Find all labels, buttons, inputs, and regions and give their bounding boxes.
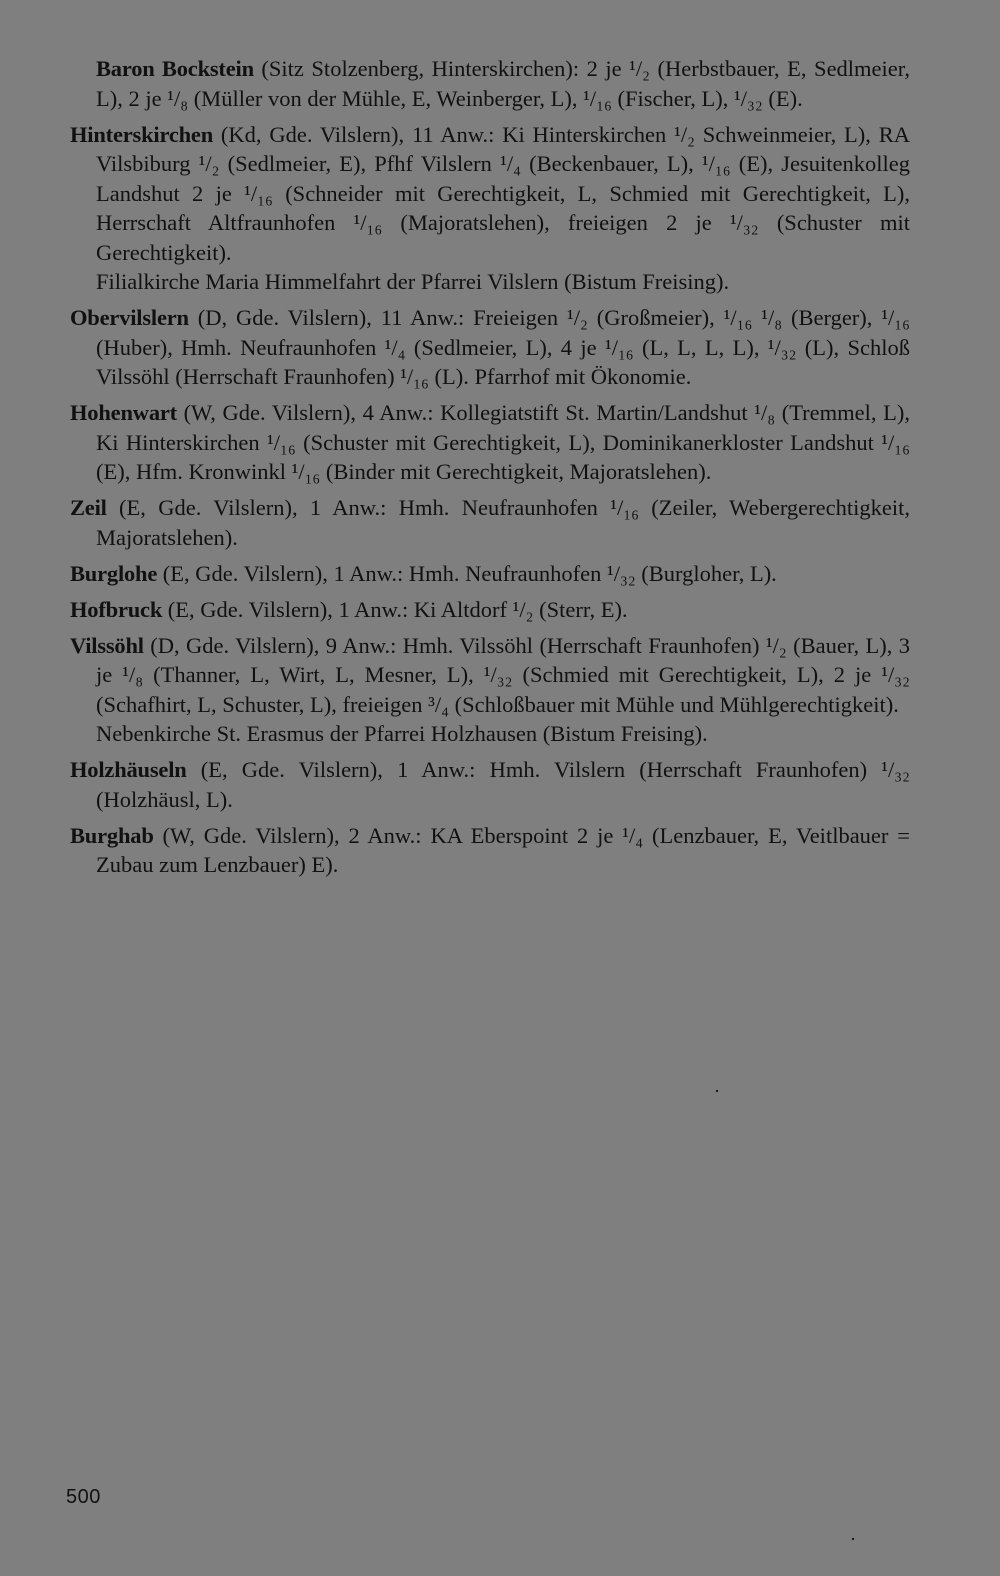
entry-hinterskirchen bbox=[70, 120, 910, 297]
entry-baron-bockstein bbox=[70, 54, 910, 113]
scan-speck bbox=[852, 1538, 854, 1540]
entry-text: (W, Gde. Vilslern), 2 Anw.: KA Eberspoint 2 je ¹/₄ (Lenzbauer, E, Veitlbauer = Zubau zum Lenzbauer) E). bbox=[96, 822, 910, 877]
entry-holzhaeuseln bbox=[70, 755, 910, 814]
entry-name: Burghab bbox=[70, 822, 154, 848]
gazetteer-entries bbox=[70, 54, 910, 886]
entry-name: Zeil bbox=[70, 495, 107, 520]
entry-obervilslern bbox=[70, 303, 910, 392]
entry-name: Burglohe bbox=[70, 560, 158, 586]
entry-text: (Kd, Gde. Vilslern), 11 Anw.: Ki Hinterskirchen ¹/₂ Schweinmeier, L), RA Vilsbiburg ¹/₂ (Sedlmeier, E), Pfhf Vilslern ¹/₄ (Beckenbauer, L), ¹/₁₆ (E), Jesuitenkolleg Landshut 2 je ¹/₁₆ (Schneider mit Gerechtigkeit, L, Schmied mit Gerechtigkeit, L), Herrschaft Altfraunhofen ¹/₁₆ (Majoratslehen), freieigen 2 je ¹/₃₂ (Schuster mit Gerechtigkeit). bbox=[96, 121, 910, 265]
entry-text: (W, Gde. Vilslern), 4 Anw.: Kollegiatstift St. Martin/Landshut ¹/₈ (Tremmel, L), Ki Hinterskirchen ¹/₁₆ (Schuster mit Gerechtigkeit, L), Dominikanerkloster Landshut ¹/₁₆ (E), Hfm. Kronwinkl ¹/₁₆ (Binder mit Gerechtigkeit, Majoratslehen). bbox=[96, 400, 910, 484]
page-number: 500 bbox=[66, 1486, 101, 1508]
entry-vilssoehl bbox=[70, 631, 910, 749]
entry-text: (D, Gde. Vilslern), 9 Anw.: Hmh. Vilssöhl (Herrschaft Fraunhofen) ¹/₂ (Bauer, L), 3 je ¹/₈ (Thanner, L, Wirt, L, Mesner, L), ¹/₃₂ (Schmied mit Gerechtigkeit, L), 2 je ¹/₃₂ (Schafhirt, L, Schuster, L), freieigen ³/₄ (Schloßbauer mit Mühle und Mühlgerechtigkeit). bbox=[96, 632, 910, 717]
entry-text: (E, Gde. Vilslern), 1 Anw.: Ki Altdorf ¹/₂ (Sterr, E). bbox=[162, 596, 628, 622]
entry-hofbruck bbox=[70, 595, 910, 625]
entry-note: Nebenkirche St. Erasmus der Pfarrei Holzhausen (Bistum Freising). bbox=[96, 721, 708, 746]
entry-burghab bbox=[70, 821, 910, 880]
entry-name: Obervilslern bbox=[70, 305, 189, 330]
entry-text: (E, Gde. Vilslern), 1 Anw.: Hmh. Vilslern (Herrschaft Fraunhofen) ¹/₃₂ (Holzhäusl, L). bbox=[96, 757, 910, 812]
entry-note: Filialkirche Maria Himmelfahrt der Pfarrei Vilslern (Bistum Freising). bbox=[96, 269, 730, 294]
entry-text: (E, Gde. Vilslern), 1 Anw.: Hmh. Neufraunhofen ¹/₁₆ (Zeiler, Webergerechtigkeit, Majoratslehen). bbox=[96, 495, 910, 550]
entry-text: (Sitz Stolzenberg, Hinterskirchen): 2 je ¹/₂ (Herbstbauer, E, Sedlmeier, L), 2 je ¹/₈ (Müller von der Mühle, E, Weinberger, L), ¹/₁₆ (Fischer, L), ¹/₃₂ (E). bbox=[96, 56, 910, 111]
entry-name: Holzhäuseln bbox=[70, 757, 187, 782]
entry-hohenwart bbox=[70, 398, 910, 487]
entry-name: Vilssöhl bbox=[70, 632, 144, 658]
scan-speck bbox=[716, 1090, 718, 1092]
entry-name: Hofbruck bbox=[70, 596, 163, 622]
entry-name: Hohenwart bbox=[70, 400, 177, 425]
entry-zeil bbox=[70, 493, 910, 552]
entry-name: Hinterskirchen bbox=[70, 121, 214, 147]
entry-text: (E, Gde. Vilslern), 1 Anw.: Hmh. Neufraunhofen ¹/₃₂ (Burgloher, L). bbox=[157, 560, 777, 586]
entry-name: Baron Bockstein bbox=[96, 56, 254, 81]
entry-burglohe bbox=[70, 559, 910, 589]
entry-text: (D, Gde. Vilslern), 11 Anw.: Freieigen ¹/₂ (Großmeier), ¹/₁₆ ¹/₈ (Berger), ¹/₁₆ (Huber), Hmh. Neufraunhofen ¹/₄ (Sedlmeier, L), 4 je ¹/₁₆ (L, L, L, L), ¹/₃₂ (L), Schloß Vilssöhl (Herrschaft Fraunhofen) ¹/₁₆ (L). Pfarrhof mit Ökonomie. bbox=[96, 305, 910, 389]
